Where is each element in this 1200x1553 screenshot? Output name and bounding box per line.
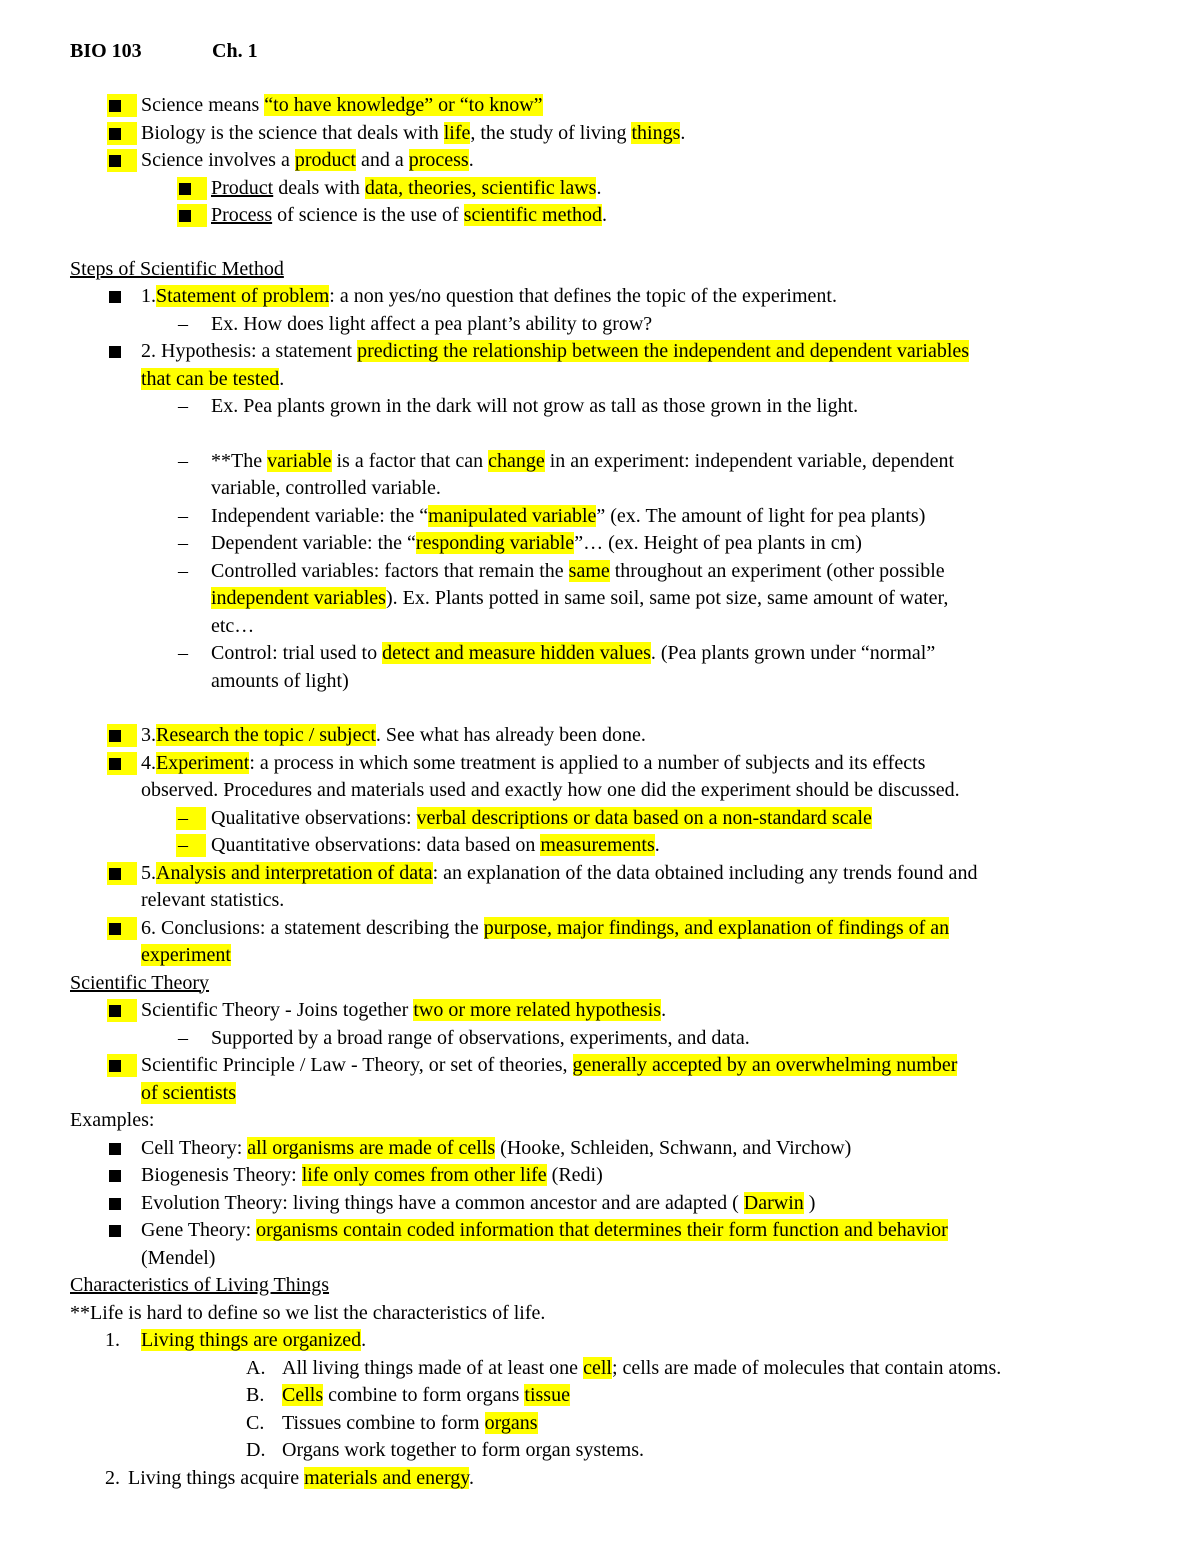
- underlined-text: Characteristics of Living Things: [70, 1274, 330, 1296]
- highlighted-text: purpose, major findings, and explanation of findings of an: [483, 916, 950, 939]
- section-line: [70, 970, 1140, 998]
- list-item: [70, 832, 1140, 860]
- line-text: [141, 915, 949, 943]
- square-bullet-icon: [109, 1225, 121, 1237]
- list-number: C.: [246, 1411, 265, 1434]
- square-bullet-icon: [109, 758, 121, 770]
- list-number: B.: [246, 1384, 265, 1406]
- highlighted-text: experiment: [141, 944, 231, 966]
- chapter-label: Ch. 1: [212, 40, 258, 62]
- list-item: [70, 1217, 1140, 1245]
- highlighted-text: Analysis and interpretation of data: [156, 861, 433, 884]
- text-run: 5.: [141, 861, 156, 884]
- text-run: in an experiment: independent variable, dependent: [544, 449, 955, 472]
- list-item: [70, 1382, 1140, 1410]
- line-text: [141, 887, 284, 915]
- text-run: : an explanation of the data obtained including any trends found and: [432, 861, 978, 884]
- text-run: ” (ex. The amount of light for pea plants): [596, 504, 926, 527]
- list-item: [70, 1410, 1140, 1438]
- line-text: [282, 1382, 570, 1410]
- line-text: [141, 1217, 948, 1245]
- text-run: (Mendel): [141, 1246, 216, 1269]
- list-number: 1.: [105, 1329, 120, 1351]
- highlighted-text: organs: [484, 1411, 538, 1434]
- text-run: .: [468, 149, 474, 171]
- text-run: 4.: [141, 751, 156, 774]
- line-text: [141, 92, 543, 120]
- list-item: [70, 750, 1140, 778]
- line-text: [211, 668, 349, 696]
- text-run: Control: trial used to: [211, 642, 383, 664]
- document-header: [70, 36, 1140, 92]
- line-text: [211, 1025, 750, 1053]
- dash-bullet-icon: –: [178, 642, 188, 664]
- text-run: Controlled variables: factors that remain the: [211, 559, 569, 582]
- list-item: [70, 668, 1140, 696]
- text-run: of science is the use of: [272, 204, 464, 226]
- square-bullet-icon: [109, 346, 121, 358]
- highlighted-text: data, theories, scientific laws: [364, 176, 597, 199]
- section-line: [70, 256, 1140, 284]
- line-text: [141, 777, 960, 805]
- highlighted-text: detect and measure hidden values: [382, 642, 651, 664]
- square-bullet-icon: [109, 868, 121, 880]
- text-run: Quantitative observations: data based on: [211, 834, 541, 856]
- line-text: [141, 1135, 851, 1163]
- text-run: **The: [211, 449, 268, 472]
- blank-line: [70, 695, 1140, 722]
- section-line: [70, 1300, 1140, 1328]
- text-run: amounts of light): [211, 669, 349, 692]
- text-run: Biogenesis Theory:: [141, 1164, 302, 1186]
- list-item: [70, 147, 1140, 175]
- highlighted-text: organisms contain coded information that determines their form function and behavior: [256, 1219, 948, 1241]
- line-text: [141, 997, 666, 1025]
- text-run: 3.: [141, 724, 156, 746]
- line-text: [141, 860, 977, 888]
- text-run: relevant statistics.: [141, 889, 285, 911]
- list-item: [70, 1080, 1140, 1108]
- list-number: 2.: [105, 1466, 120, 1489]
- line-text: [141, 722, 646, 750]
- line-text: [282, 1410, 538, 1438]
- square-bullet-icon: [109, 100, 121, 112]
- line-text: [141, 283, 837, 311]
- line-text: [141, 1052, 957, 1080]
- dash-bullet-icon: –: [178, 312, 188, 335]
- line-text: [70, 970, 209, 998]
- line-text: [211, 613, 254, 641]
- list-item: [70, 887, 1140, 915]
- line-text: [128, 1465, 474, 1493]
- dash-bullet-icon: –: [178, 559, 188, 582]
- text-run: .: [279, 367, 285, 390]
- dash-bullet-icon: –: [178, 395, 188, 417]
- line-text: [211, 475, 441, 503]
- list-item: [70, 366, 1140, 394]
- square-bullet-icon: [109, 291, 121, 303]
- list-item: [70, 942, 1140, 970]
- text-run: Science means: [141, 94, 265, 116]
- square-bullet-icon: [109, 1198, 121, 1210]
- line-text: [141, 120, 685, 148]
- text-run: ; cells are made of molecules that contain atoms.: [611, 1356, 1002, 1379]
- text-run: is a factor that can: [331, 449, 489, 472]
- highlighted-text: life: [443, 121, 471, 144]
- highlighted-text: verbal descriptions or data based on a non-standard scale: [416, 806, 872, 829]
- square-bullet-icon: [109, 155, 121, 167]
- line-text: [211, 202, 607, 230]
- line-text: [141, 1327, 366, 1355]
- text-run: Tissues combine to form: [282, 1411, 485, 1434]
- line-text: [211, 530, 862, 558]
- text-run: Cell Theory:: [141, 1136, 248, 1159]
- text-run: , the study of living: [470, 121, 632, 144]
- highlighted-text: predicting the relationship between the independent and dependent variables: [357, 340, 970, 362]
- list-item: [70, 860, 1140, 888]
- highlighted-text: generally accepted by an overwhelming number: [572, 1054, 958, 1076]
- text-run: All living things made of at least one: [282, 1356, 584, 1379]
- highlighted-text: Cells: [282, 1384, 324, 1406]
- line-text: [70, 256, 284, 284]
- text-run: and a: [355, 149, 409, 171]
- list-item: [70, 503, 1140, 531]
- list-item: [70, 1135, 1140, 1163]
- text-run: (Hooke, Schleiden, Schwann, and Virchow): [495, 1136, 852, 1159]
- text-run: .: [680, 121, 686, 144]
- blank-line: [70, 421, 1140, 448]
- square-bullet-icon: [109, 1143, 121, 1155]
- line-text: [141, 1190, 815, 1218]
- text-run: .: [654, 834, 660, 856]
- line-text: [211, 175, 601, 203]
- highlighted-text: of scientists: [141, 1081, 236, 1104]
- square-bullet-icon: [179, 210, 191, 222]
- square-bullet-icon: [109, 730, 121, 742]
- list-item: [70, 722, 1140, 750]
- line-text: [141, 1162, 603, 1190]
- notes-content: [70, 92, 1140, 1492]
- line-text: [211, 393, 858, 421]
- course-code: BIO 103: [70, 40, 142, 62]
- text-run: variable, controlled variable.: [211, 477, 441, 499]
- text-run: : a process in which some treatment is applied to a number of subjects and its effects: [249, 751, 926, 774]
- list-item: [70, 613, 1140, 641]
- line-text: [141, 750, 925, 778]
- text-run: (Redi): [546, 1164, 603, 1186]
- text-run: Evolution Theory: living things have a common ancestor and are adapted (: [141, 1191, 744, 1214]
- highlighted-text: variable: [267, 449, 332, 472]
- text-run: . (Pea plants grown under “normal”: [650, 642, 936, 664]
- text-run: etc…: [211, 614, 255, 637]
- text-run: Supported by a broad range of observations, experiments, and data.: [211, 1026, 750, 1049]
- blank-line: [70, 230, 1140, 256]
- dash-bullet-icon: –: [178, 806, 188, 829]
- list-item: [70, 530, 1140, 558]
- list-item: [70, 1437, 1140, 1465]
- list-item: [70, 283, 1140, 311]
- line-text: [141, 942, 231, 970]
- highlighted-text: independent variables: [211, 587, 386, 609]
- list-item: [70, 1162, 1140, 1190]
- list-item: [70, 915, 1140, 943]
- list-item: [70, 393, 1140, 421]
- text-run: **Life is hard to define so we list the characteristics of life.: [70, 1301, 546, 1324]
- text-run: .: [596, 176, 602, 199]
- list-item: [70, 640, 1140, 668]
- section-line: [70, 1272, 1140, 1300]
- highlighted-text: that can be tested: [141, 367, 280, 390]
- highlighted-text: cell: [583, 1356, 612, 1379]
- text-run: observed. Procedures and materials used and exactly how one did the experiment should be discussed.: [141, 779, 960, 801]
- line-text: [141, 1245, 215, 1273]
- line-text: [70, 1272, 329, 1300]
- square-bullet-icon: [109, 923, 121, 935]
- text-run: .: [361, 1329, 367, 1351]
- highlighted-text: measurements: [540, 834, 655, 856]
- list-item: [70, 558, 1140, 586]
- text-run: .: [469, 1466, 475, 1489]
- highlighted-text: manipulated variable: [428, 504, 597, 527]
- dash-bullet-icon: –: [178, 504, 188, 527]
- line-text: [211, 585, 948, 613]
- line-text: [211, 311, 652, 339]
- underlined-text: Product: [211, 176, 274, 199]
- highlighted-text: all organisms are made of cells: [247, 1136, 496, 1159]
- list-number: A.: [246, 1356, 266, 1379]
- dash-bullet-icon: –: [178, 834, 188, 856]
- line-text: [141, 147, 474, 175]
- line-text: [141, 1080, 236, 1108]
- list-item: [70, 120, 1140, 148]
- list-item: [70, 1327, 1140, 1355]
- highlighted-text: materials and energy: [304, 1466, 470, 1489]
- document-body: [70, 36, 1140, 1492]
- line-text: [282, 1355, 1001, 1383]
- square-bullet-icon: [109, 1170, 121, 1182]
- line-text: [211, 832, 660, 860]
- list-number: D.: [246, 1439, 266, 1461]
- text-run: ). Ex. Plants potted in same soil, same pot size, same amount of water,: [385, 587, 949, 609]
- list-item: [70, 175, 1140, 203]
- list-item: [70, 805, 1140, 833]
- list-item: [70, 1245, 1140, 1273]
- text-run: Scientific Theory - Joins together: [141, 999, 414, 1021]
- text-run: Science involves a: [141, 149, 295, 171]
- list-item: [70, 1025, 1140, 1053]
- highlighted-text: same: [568, 559, 610, 582]
- text-run: Gene Theory:: [141, 1219, 257, 1241]
- text-run: Ex. How does light affect a pea plant’s ability to grow?: [211, 312, 653, 335]
- text-run: 1.: [141, 285, 156, 307]
- highlighted-text: responding variable: [415, 532, 575, 554]
- line-text: [141, 366, 284, 394]
- list-item: [70, 448, 1140, 476]
- section-line: [70, 1107, 1140, 1135]
- highlighted-text: process: [408, 149, 469, 171]
- line-text: [211, 448, 954, 476]
- list-item: [70, 1355, 1140, 1383]
- list-item: [70, 475, 1140, 503]
- text-run: Independent variable: the “: [211, 504, 429, 527]
- text-run: Ex. Pea plants grown in the dark will not grow as tall as those grown in the light.: [211, 395, 859, 417]
- highlighted-text: change: [488, 449, 545, 472]
- underlined-text: Steps of Scientific Method: [70, 257, 284, 280]
- line-text: [211, 503, 925, 531]
- line-text: [282, 1437, 644, 1465]
- list-item: [70, 338, 1140, 366]
- text-run: Examples:: [70, 1109, 155, 1131]
- text-run: . See what has already been done.: [375, 724, 646, 746]
- dash-bullet-icon: –: [178, 449, 188, 472]
- underlined-text: Scientific Theory: [70, 971, 210, 994]
- line-text: [211, 805, 872, 833]
- list-item: [70, 202, 1140, 230]
- highlighted-text: things: [631, 121, 681, 144]
- list-item: [70, 585, 1140, 613]
- square-bullet-icon: [109, 128, 121, 140]
- highlighted-text: Research the topic / subject: [156, 724, 376, 746]
- text-run: Qualitative observations:: [211, 806, 417, 829]
- text-run: Organs work together to form organ systems.: [282, 1439, 644, 1461]
- list-item: [70, 1465, 1140, 1493]
- highlighted-text: Living things are organized: [141, 1329, 362, 1351]
- text-run: combine to form organs: [323, 1384, 525, 1406]
- square-bullet-icon: [109, 1005, 121, 1017]
- list-item: [70, 1052, 1140, 1080]
- line-text: [211, 558, 945, 586]
- dash-bullet-icon: –: [178, 1026, 188, 1049]
- list-item: [70, 777, 1140, 805]
- line-text: [141, 338, 969, 366]
- highlighted-text: Experiment: [156, 751, 250, 774]
- line-text: [70, 1107, 154, 1135]
- text-run: 2. Hypothesis: a statement: [141, 340, 358, 362]
- highlighted-text: life only comes from other life: [301, 1164, 547, 1186]
- square-bullet-icon: [109, 1060, 121, 1072]
- text-run: : a non yes/no question that defines the topic of the experiment.: [329, 285, 837, 307]
- text-run: ): [803, 1191, 816, 1214]
- list-item: [70, 1190, 1140, 1218]
- text-run: .: [661, 999, 667, 1021]
- list-item: [70, 997, 1140, 1025]
- text-run: Biology is the science that deals with: [141, 121, 444, 144]
- underlined-text: Process: [211, 204, 273, 226]
- text-run: Living things acquire: [128, 1466, 305, 1489]
- highlighted-text: “to have knowledge” or “to know”: [264, 94, 543, 116]
- text-run: ”… (ex. Height of pea plants in cm): [574, 532, 862, 554]
- text-run: 6. Conclusions: a statement describing the: [141, 916, 484, 939]
- text-run: Scientific Principle / Law - Theory, or set of theories,: [141, 1054, 573, 1076]
- highlighted-text: Statement of problem: [156, 285, 330, 307]
- highlighted-text: scientific method: [463, 204, 603, 226]
- text-run: .: [602, 204, 608, 226]
- highlighted-text: two or more related hypothesis: [413, 999, 662, 1021]
- list-item: [70, 92, 1140, 120]
- line-text: [70, 1300, 545, 1328]
- highlighted-text: Darwin: [743, 1191, 804, 1214]
- dash-bullet-icon: –: [178, 532, 188, 554]
- text-run: throughout an experiment (other possible: [609, 559, 945, 582]
- text-run: deals with: [273, 176, 365, 199]
- highlighted-text: product: [294, 149, 356, 171]
- highlighted-text: tissue: [524, 1384, 570, 1406]
- square-bullet-icon: [179, 183, 191, 195]
- line-text: [211, 640, 935, 668]
- list-item: [70, 311, 1140, 339]
- text-run: Dependent variable: the “: [211, 532, 416, 554]
